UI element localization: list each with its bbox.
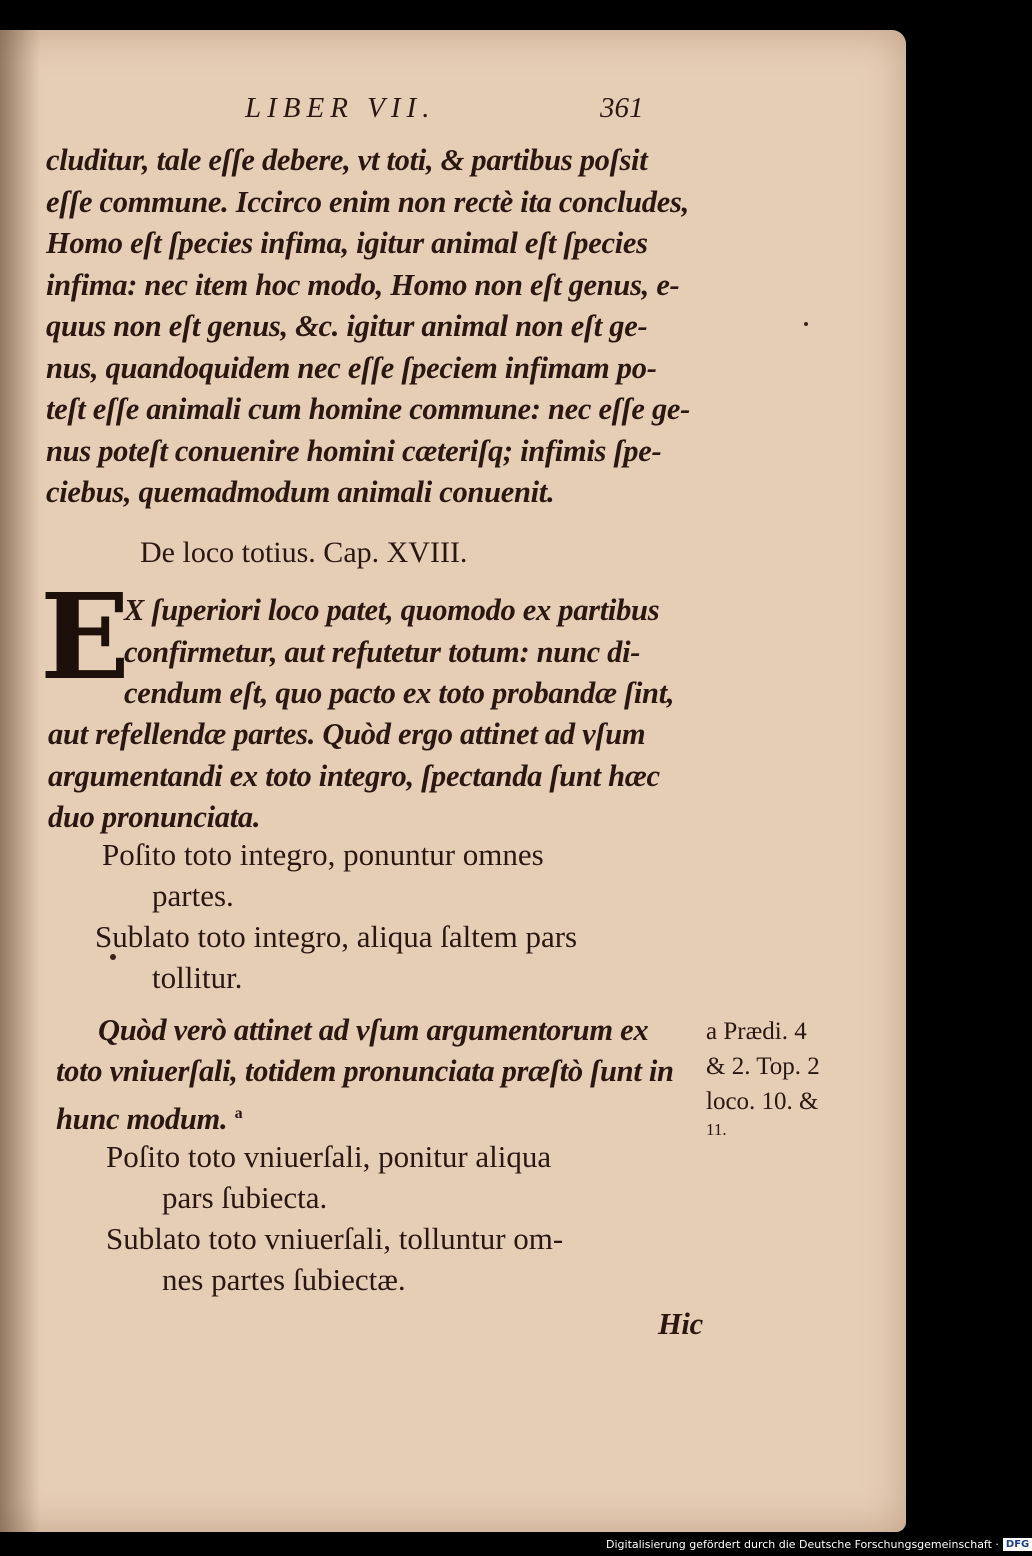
- footer-credit: [606, 1538, 1032, 1551]
- text-line: confirmetur, aut refutetur totum: nunc di-: [124, 634, 641, 669]
- text-line: nes partes ſubiectæ.: [162, 1262, 406, 1297]
- text-line: Quòd verò attinet ad vſum argumentorum ex: [98, 1013, 649, 1047]
- ink-speck: [110, 954, 116, 960]
- book-page: [0, 30, 906, 1532]
- text-line: argumentandi ex toto integro, ſpectanda ſunt hæc: [48, 758, 660, 793]
- text-line: tollitur.: [152, 960, 243, 995]
- margin-note-line: & 2. Top. 2: [706, 1053, 820, 1080]
- text-line: hunc modum. $^a$: [56, 1101, 243, 1136]
- text-line: partes.: [152, 878, 234, 913]
- running-title: LIBER VII.: [245, 92, 436, 124]
- page-number: 361: [600, 92, 644, 124]
- text-line: infima: nec item hoc modo, Homo non eſt genus, e-: [46, 267, 680, 302]
- text-line: ciebus, quemadmodum animali conuenit.: [46, 475, 555, 509]
- text-line: cluditur, tale eſſe debere, vt toti, & partibus poſsit: [46, 143, 648, 177]
- text-line: Poſito toto integro, ponuntur omnes: [102, 837, 544, 872]
- margin-note-line: 11.: [706, 1120, 727, 1139]
- paragraph-3-first: [98, 1010, 648, 1052]
- pronunciatum-4: [106, 1218, 563, 1300]
- text-line: teſt eſſe animali cum homine commune: nec eſſe ge-: [46, 392, 690, 426]
- margin-note-line: a Prædi. 4: [706, 1018, 807, 1045]
- dfg-logo: DFG: [1003, 1538, 1032, 1551]
- paragraph-2-indented: [124, 590, 674, 715]
- text-line: duo pronunciata.: [48, 800, 261, 834]
- text-line: X ſuperiori loco patet, quomodo ex partibus: [124, 593, 660, 627]
- text-line: quus non eſt genus, &c. igitur animal non eſt ge-: [46, 309, 648, 343]
- paragraph-2-full: [48, 714, 660, 839]
- text-line: eſſe commune. Iccirco enim non rectè ita concludes,: [46, 184, 689, 219]
- text-line: Poſito toto vniuerſali, ponitur aliqua: [106, 1139, 552, 1174]
- text-line: nus, quandoquidem nec eſſe ſpeciem infimam po-: [46, 350, 657, 385]
- text-line: toto vniuerſali, totidem pronunciata præſtò ſunt in: [56, 1054, 674, 1088]
- text-line: cendum eſt, quo pacto ex toto probandæ ſint,: [124, 676, 675, 710]
- text-line: nus poteſt conuenire homini cæteriſq; infimis ſpe-: [46, 433, 662, 468]
- paragraph-1: [46, 140, 690, 514]
- text-line: Homo eſt ſpecies infima, igitur animal eſt ſpecies: [46, 226, 648, 260]
- paragraph-3-rest: [56, 1051, 674, 1140]
- margin-note: [706, 1014, 820, 1141]
- drop-cap: E: [40, 567, 130, 706]
- footnote-marker: a: [234, 1104, 243, 1122]
- ink-speck: [804, 322, 808, 326]
- text-line: aut refellendæ partes. Quòd ergo attinet ad vſum: [48, 717, 646, 751]
- pronunciatum-2: [95, 916, 577, 998]
- margin-note-line: loco. 10. &: [706, 1088, 819, 1115]
- text-line: pars ſubiecta.: [162, 1180, 328, 1215]
- footer-text: Digitalisierung gefördert durch die Deutsche Forschungsgemeinschaft ·: [606, 1538, 999, 1551]
- pronunciatum-1: [102, 834, 544, 916]
- catchword: Hic: [658, 1307, 703, 1341]
- pronunciatum-3: [106, 1136, 551, 1218]
- chapter-heading: De loco totius. Cap. XVIII.: [140, 536, 468, 569]
- text-line: Sublato toto integro, aliqua ſaltem pars: [95, 919, 578, 954]
- text-line: Sublato toto vniuerſali, tolluntur om-: [106, 1221, 564, 1256]
